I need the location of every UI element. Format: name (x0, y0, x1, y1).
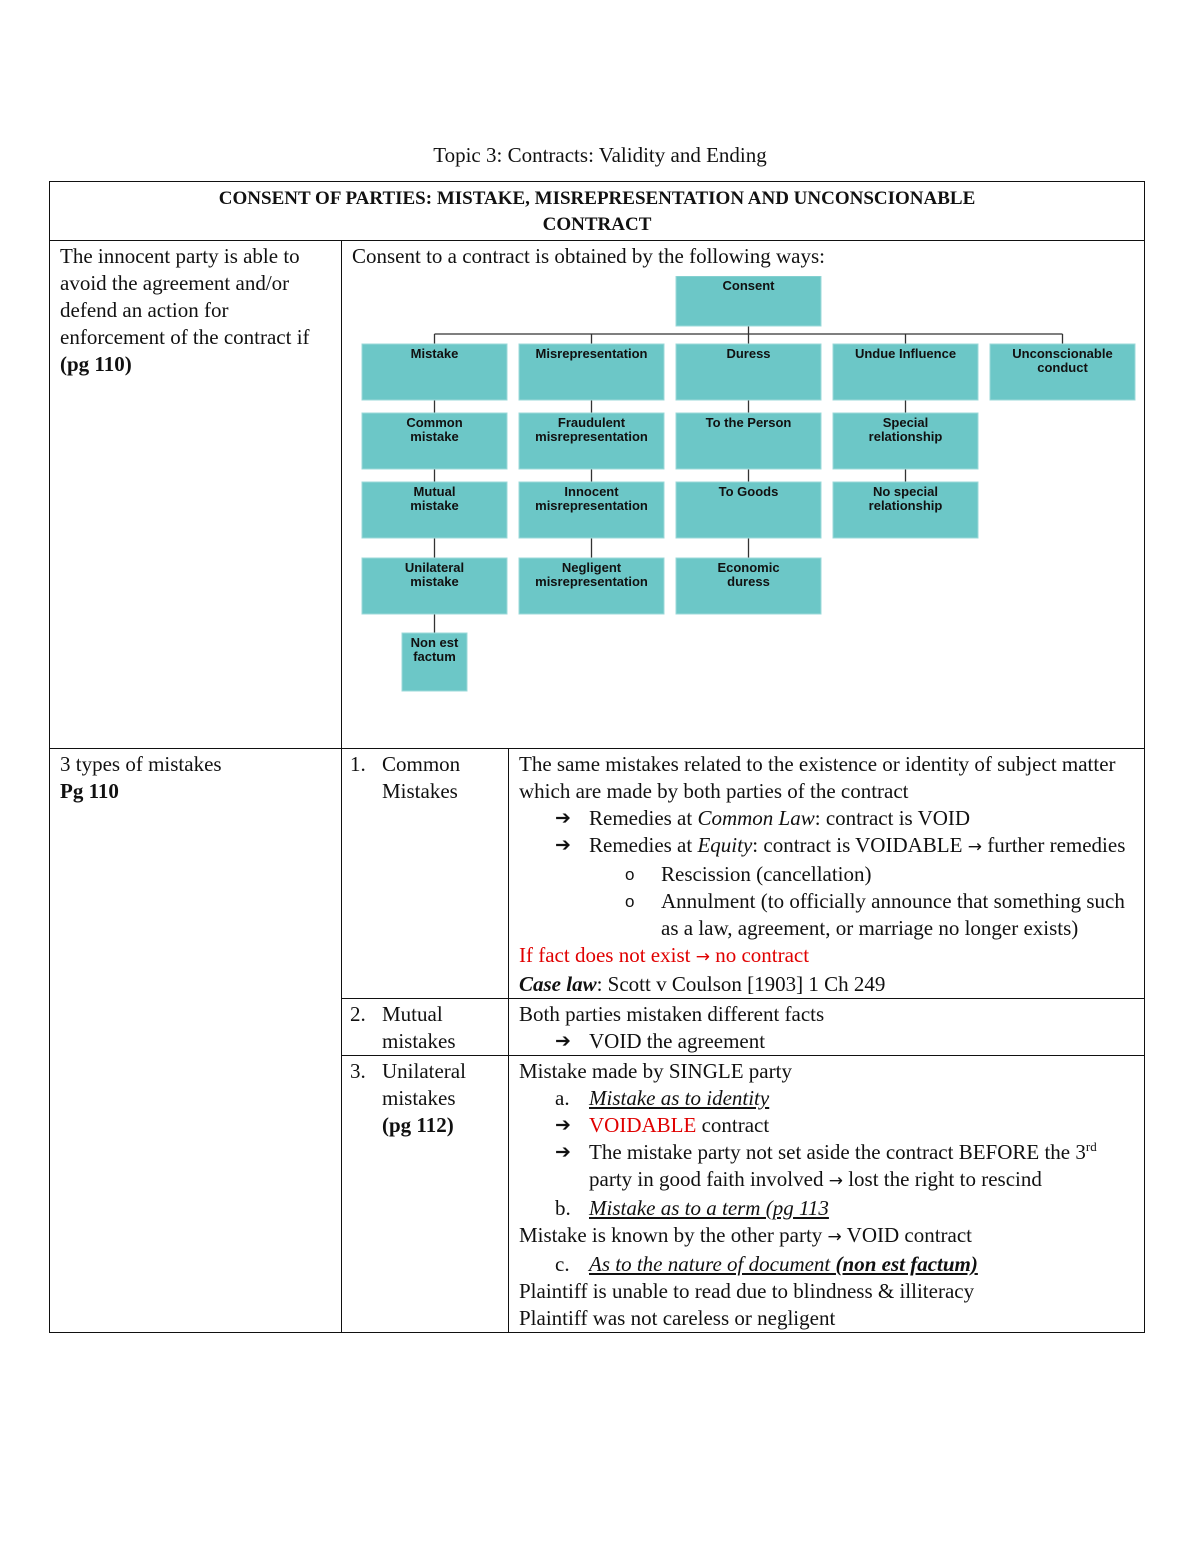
svg-text:misrepresentation: misrepresentation (535, 429, 648, 444)
arrow-icon: ➔ (555, 834, 571, 856)
arrow-icon: ➔ (555, 1030, 571, 1052)
diagram-node-to-goods (676, 482, 821, 538)
table-header (50, 182, 1145, 241)
intro-right-text: Consent to a contract is obtained by the following ways: (352, 244, 825, 268)
arrow-icon: ➔ (555, 1141, 571, 1163)
svg-text:misrepresentation: misrepresentation (535, 574, 648, 589)
diagram-node-common-mistake (362, 413, 507, 469)
equity-remedy: ➔ Remedies at Equity: contract is VOIDABLE → further remedies (519, 832, 1134, 861)
diagram-node-consent (676, 276, 821, 326)
svg-text:duress: duress (727, 574, 770, 589)
svg-text:To Goods: To Goods (718, 484, 779, 499)
mutual-mistake-number: 2. (350, 1002, 366, 1026)
circle-bullet-icon: o (625, 865, 635, 884)
right-arrow-icon: → (828, 1171, 843, 1191)
unilateral-mistake-label-1: Unilateral (382, 1059, 466, 1083)
unilateral-mistake-desc-cell (509, 1056, 1145, 1333)
svg-text:Mutual: Mutual (413, 484, 456, 499)
consent-table (49, 181, 1145, 1333)
header-line-1: CONSENT OF PARTIES: MISTAKE, MISREPRESENTATION AND UNCONSCIONABLE (218, 188, 976, 209)
common-mistake-label-cell (342, 749, 509, 999)
diagram-node-to-the-person (676, 413, 821, 469)
common-law-remedy: ➔ Remedies at Common Law: contract is VOID (555, 806, 971, 830)
table-header-row (50, 182, 1145, 241)
mutual-mistake-desc-cell (509, 999, 1145, 1056)
svg-text:conduct: conduct (1037, 360, 1088, 375)
term-note: Mistake is known by the other party → VOID contract (519, 1223, 973, 1247)
third-party-line: ➔ The mistake party not set aside the contract BEFORE the 3rd party in good faith involved → lost the right to rescind (519, 1139, 1134, 1195)
diagram-node-innocent-misrepresentation (519, 482, 664, 538)
diagram-node-misrepresentation (519, 344, 664, 400)
mistakes-left-cell (50, 749, 342, 1333)
svg-text:Misrepresentation: Misrepresentation (535, 346, 648, 361)
common-mistake-number: 1. (350, 752, 366, 776)
circle-bullet-icon: o (625, 892, 635, 911)
document-nature-item: c. As to the nature of document (non est factum) (555, 1252, 978, 1276)
svg-text:Consent: Consent (722, 278, 775, 293)
diagram-node-undue-influence (833, 344, 978, 400)
svg-text:Common: Common (406, 415, 463, 430)
common-mistake-desc-cell (509, 749, 1145, 999)
identity-item: a. Mistake as to identity (555, 1086, 770, 1110)
common-mistake-label-1: Common (382, 752, 461, 776)
svg-text:Mistake: Mistake (410, 346, 459, 361)
svg-text:Undue Influence: Undue Influence (854, 346, 957, 361)
mutual-mistake-label-1: Mutual (382, 1002, 443, 1026)
svg-text:misrepresentation: misrepresentation (535, 498, 648, 513)
svg-text:Special: Special (882, 415, 929, 430)
unilateral-mistake-label-cell (342, 1056, 509, 1333)
case-law-line: Case law: Scott v Coulson [1903] 1 Ch 249 (519, 972, 886, 996)
svg-text:To the Person: To the Person (705, 415, 792, 430)
rescission-bullet: o Rescission (cancellation) (625, 862, 872, 886)
svg-text:No special: No special (872, 484, 939, 499)
svg-text:mistake: mistake (410, 429, 459, 444)
svg-text:Fraudulent: Fraudulent (557, 415, 626, 430)
diagram-node-mutual-mistake (362, 482, 507, 538)
mistakes-left-title: 3 types of mistakes (60, 752, 222, 776)
intro-left-text: The innocent party is able to avoid the agreement and/or defend an action for enforcement of the contract if (60, 244, 310, 349)
svg-text:mistake: mistake (410, 498, 459, 513)
diagram-node-non-est-factum (402, 633, 467, 691)
svg-text:relationship: relationship (868, 429, 943, 444)
diagram-node-unilateral-mistake (362, 558, 507, 614)
unilateral-mistake-number: 3. (350, 1059, 366, 1083)
mutual-mistake-label-2: mistakes (382, 1029, 456, 1053)
diagram-node-economic-duress (676, 558, 821, 614)
right-arrow-icon: → (827, 1227, 842, 1247)
mutual-void-line: ➔ VOID the agreement (555, 1029, 766, 1053)
plaintiff-line-1: Plaintiff is unable to read due to blindness & illiteracy (519, 1279, 975, 1303)
unilateral-mistake-label-2: mistakes (382, 1086, 456, 1110)
voidable-line: ➔ VOIDABLE contract (555, 1113, 770, 1137)
mutual-mistake-desc: Both parties mistaken different facts (519, 1002, 825, 1026)
diagram-node-unconscionable-conduct (990, 344, 1135, 400)
mistakes-left-page: Pg 110 (60, 779, 119, 803)
common-mistake-label-2: Mistakes (382, 779, 458, 803)
intro-row (50, 241, 1145, 749)
intro-right-cell (342, 241, 1145, 749)
diagram-node-duress (676, 344, 821, 400)
annulment-bullet: o Annulment (to officially announce that something such as a law, agreement, or marriage no longer exists) (625, 889, 1125, 940)
header-line-2: CONTRACT (542, 214, 652, 235)
arrow-icon: ➔ (555, 807, 571, 829)
document-title: Topic 3: Contracts: Validity and Ending (433, 143, 767, 167)
diagram-node-mistake (362, 344, 507, 400)
svg-text:Negligent: Negligent (561, 560, 622, 575)
svg-text:relationship: relationship (868, 498, 943, 513)
common-mistake-desc: The same mistakes related to the existence or identity of subject matter which are made by both parties of the contract (519, 752, 1116, 803)
svg-text:Non est: Non est (410, 635, 459, 650)
diagram-node-negligent-misrepresentation (519, 558, 664, 614)
diagram-node-no-special-relationship (833, 482, 978, 538)
mutual-mistake-label-cell (342, 999, 509, 1056)
common-mistake-row (50, 749, 1145, 999)
unilateral-desc: Mistake made by SINGLE party (519, 1059, 792, 1083)
svg-text:Duress: Duress (726, 346, 771, 361)
arrow-icon: ➔ (555, 1114, 571, 1136)
svg-text:Innocent: Innocent (564, 484, 619, 499)
svg-text:mistake: mistake (410, 574, 459, 589)
intro-left-cell (50, 241, 342, 749)
diagram-node-fraudulent-misrepresentation (519, 413, 664, 469)
svg-text:Economic: Economic (717, 560, 780, 575)
right-arrow-icon: → (967, 837, 982, 857)
consent-diagram (352, 276, 1142, 706)
right-arrow-icon: → (695, 947, 710, 967)
unilateral-page-ref: (pg 112) (382, 1113, 454, 1137)
intro-page-ref: (pg 110) (60, 352, 132, 376)
svg-text:Unilateral: Unilateral (404, 560, 465, 575)
svg-text:Unconscionable: Unconscionable (1012, 346, 1113, 361)
plaintiff-line-2: Plaintiff was not careless or negligent (519, 1306, 836, 1330)
term-item: b. Mistake as to a term (pg 113 (555, 1196, 829, 1220)
svg-text:factum: factum (413, 649, 456, 664)
diagram-node-special-relationship (833, 413, 978, 469)
no-contract-note: If fact does not exist → no contract (519, 943, 810, 967)
